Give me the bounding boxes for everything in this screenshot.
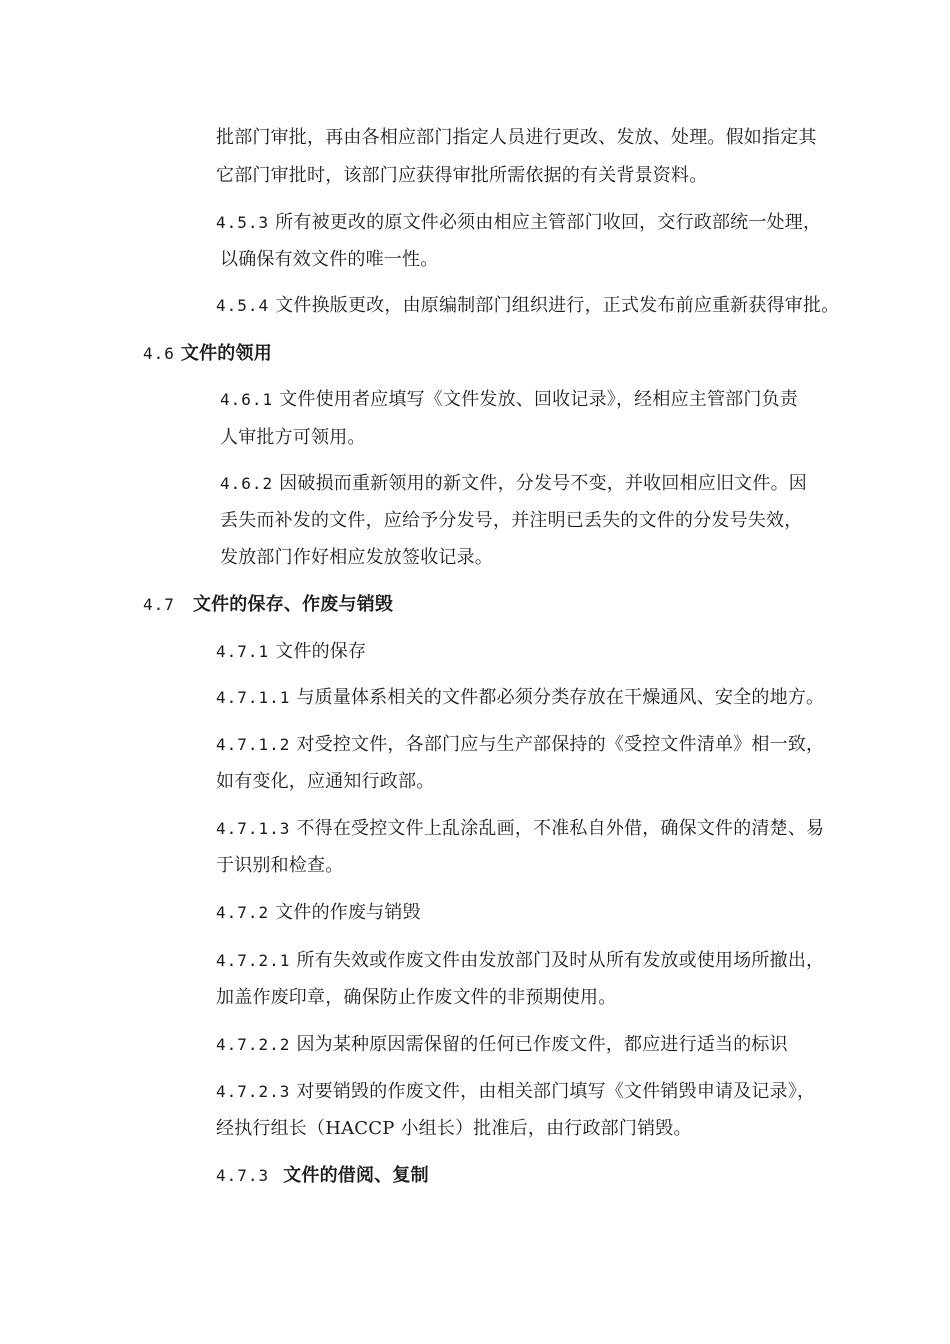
line-text: 因破损而重新领用的新文件，分发号不变，并收回相应旧文件。因 bbox=[279, 473, 807, 494]
section-heading-4-7 bbox=[143, 593, 393, 617]
clause-4-6-2 bbox=[220, 472, 807, 496]
paragraph-line bbox=[220, 509, 802, 533]
paragraph-line bbox=[220, 426, 366, 450]
paragraph-line bbox=[220, 546, 493, 570]
clause-number: 4.7.2.2 bbox=[216, 1035, 291, 1054]
clause-number: 4.7.3 bbox=[216, 1166, 270, 1185]
paragraph-line bbox=[216, 986, 616, 1010]
clause-4-5-3 bbox=[216, 211, 821, 235]
clause-number: 4.7.1 bbox=[216, 642, 270, 661]
clause-number: 4.7.1.2 bbox=[216, 735, 291, 754]
clause-4-6-1 bbox=[220, 388, 798, 412]
line-text: 对受控文件，各部门应与生产部保持的《受控文件清单》相一致， bbox=[296, 734, 825, 755]
line-text: 文件的保存 bbox=[275, 641, 367, 662]
clause-4-7-1-1 bbox=[216, 686, 824, 710]
clause-number: 4.5.3 bbox=[216, 213, 270, 232]
clause-4-7-2 bbox=[216, 901, 421, 925]
line-text: 文件换版更改，由原编制部门组织进行，正式发布前应重新获得审批。 bbox=[275, 295, 840, 316]
line-text: 发放部门作好相应发放签收记录。 bbox=[220, 547, 493, 568]
clause-number: 4.7.2.1 bbox=[216, 951, 291, 970]
line-text: 批部门审批，再由各相应部门指定人员进行更改、发放、处理。假如指定其 bbox=[216, 127, 817, 148]
line-text: 丢失而补发的文件，应给予分发号，并注明已丢失的文件的分发号失效， bbox=[220, 510, 803, 531]
line-text: 人审批方可领用。 bbox=[220, 427, 366, 448]
clause-number: 4.7.1.1 bbox=[216, 688, 291, 707]
section-heading-4-6 bbox=[143, 342, 272, 366]
line-text: 对要销毁的作废文件，由相关部门填写《文件销毁申请及记录》， bbox=[296, 1081, 816, 1102]
paragraph-line bbox=[216, 770, 434, 794]
clause-number: 4.6.2 bbox=[220, 474, 274, 493]
line-text: 文件使用者应填写《文件发放、回收记录》，经相应主管部门负责 bbox=[279, 389, 798, 410]
clause-number: 4.7.2.3 bbox=[216, 1082, 291, 1101]
line-text: 与质量体系相关的文件都必须分类存放在干燥通风、安全的地方。 bbox=[296, 687, 825, 708]
section-title: 文件的领用 bbox=[180, 343, 272, 364]
section-number: 4.6 bbox=[143, 344, 175, 363]
line-text: 不得在受控文件上乱涂乱画，不准私自外借，确保文件的清楚、易 bbox=[296, 818, 825, 839]
paragraph-line bbox=[216, 1117, 692, 1141]
line-text: 文件的借阅、复制 bbox=[283, 1165, 429, 1186]
paragraph-line bbox=[216, 164, 707, 188]
clause-4-7-1 bbox=[216, 640, 366, 664]
clause-number: 4.7.2 bbox=[216, 903, 270, 922]
clause-4-7-2-2 bbox=[216, 1033, 788, 1057]
line-text: 以确保有效文件的唯一性。 bbox=[220, 249, 439, 270]
line-text: 所有失效或作废文件由发放部门及时从所有发放或使用场所撤出， bbox=[296, 950, 825, 971]
section-title: 文件的保存、作废与销毁 bbox=[192, 594, 394, 615]
paragraph-line bbox=[216, 854, 343, 878]
line-text: 文件的作废与销毁 bbox=[275, 902, 421, 923]
clause-4-7-1-2 bbox=[216, 733, 824, 757]
line-text: 如有变化，应通知行政部。 bbox=[216, 771, 435, 792]
line-text: 因为某种原因需保留的任何已作废文件，都应进行适当的标识 bbox=[296, 1034, 788, 1055]
line-text: 它部门审批时，该部门应获得审批所需依据的有关背景资料。 bbox=[216, 165, 708, 186]
line-text: 于识别和检查。 bbox=[216, 855, 344, 876]
clause-4-7-2-3 bbox=[216, 1080, 815, 1104]
line-text: 加盖作废印章，确保防止作废文件的非预期使用。 bbox=[216, 987, 617, 1008]
clause-4-7-1-3 bbox=[216, 817, 824, 841]
clause-4-7-2-1 bbox=[216, 949, 824, 973]
section-number: 4.7 bbox=[143, 595, 175, 614]
line-text: 所有被更改的原文件必须由相应主管部门收回，交行政部统一处理， bbox=[275, 212, 822, 233]
clause-4-7-3 bbox=[216, 1164, 429, 1188]
line-text: 经执行组长（HACCP 小组长）批准后，由行政部门销毁。 bbox=[216, 1118, 692, 1139]
paragraph-line bbox=[220, 248, 438, 272]
clause-4-5-4 bbox=[216, 294, 839, 318]
clause-number: 4.5.4 bbox=[216, 296, 270, 315]
clause-number: 4.6.1 bbox=[220, 390, 274, 409]
paragraph-line bbox=[216, 126, 817, 150]
clause-number: 4.7.1.3 bbox=[216, 819, 291, 838]
